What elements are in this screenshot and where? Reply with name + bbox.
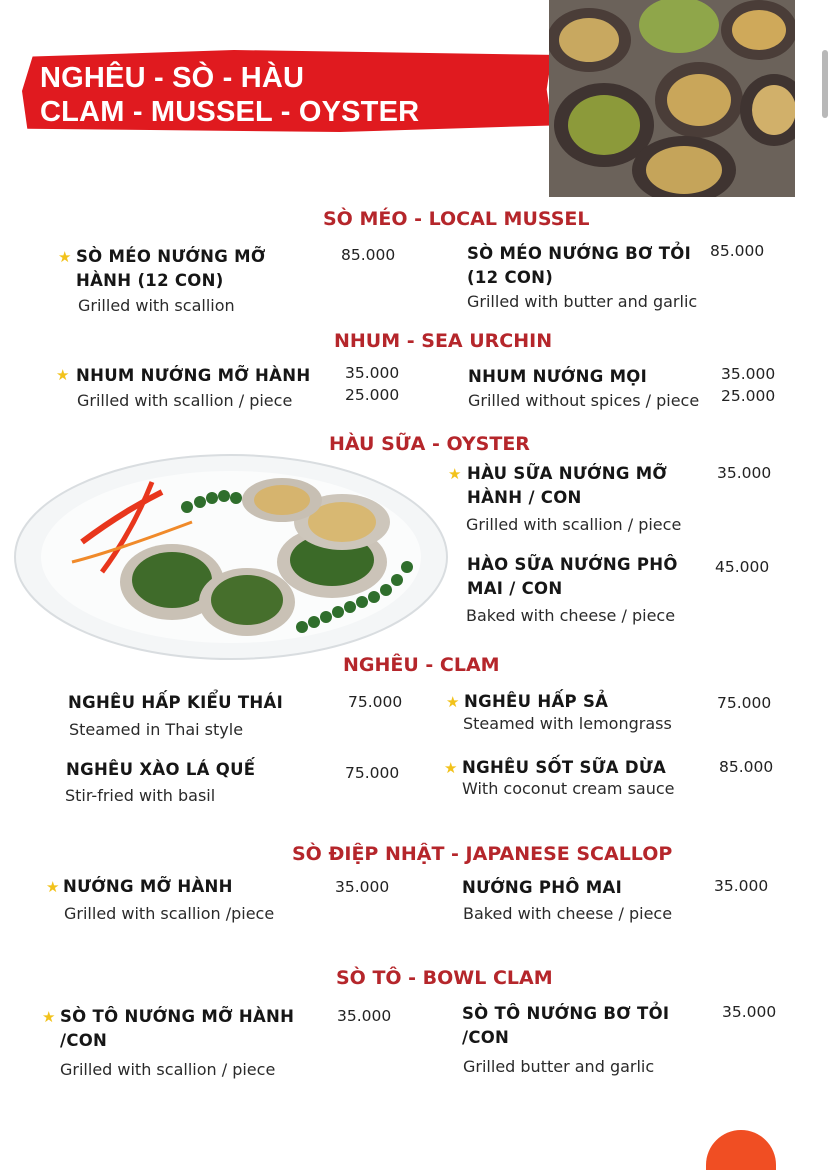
section-title-scallop: SÒ ĐIỆP NHẬT - JAPANESE SCALLOP: [292, 843, 673, 865]
item-price: 35.000: [345, 364, 400, 382]
item-price: 25.000: [721, 387, 776, 405]
star-icon: ★: [58, 248, 72, 266]
item-name: SÒ TÔ NƯỚNG BƠ TỎI /CON: [462, 1004, 670, 1047]
item-desc: Grilled with scallion / piece: [60, 1060, 276, 1079]
item-price: 75.000: [717, 694, 772, 712]
item-desc: Steamed with lemongrass: [463, 714, 672, 733]
item-price: 35.000: [714, 877, 769, 895]
item-name: NGHÊU HẤP KIỂU THÁI: [68, 693, 284, 712]
item-desc: Grilled with scallion / piece: [466, 515, 682, 534]
item-price: 85.000: [341, 246, 396, 264]
item-name: SÒ MÉO NƯỚNG BƠ TỎI (12 CON): [467, 244, 692, 287]
section-title-mussel: SÒ MÉO - LOCAL MUSSEL: [323, 208, 590, 230]
star-icon: ★: [56, 366, 70, 384]
item-name: NGHÊU SỐT SỮA DỪA: [462, 758, 667, 777]
section-title-oyster: HÀU SỮA - OYSTER: [329, 433, 530, 455]
item-name: NƯỚNG MỠ HÀNH: [63, 877, 233, 896]
item-price: 75.000: [345, 764, 400, 782]
oyster-plate-photo: [12, 452, 450, 662]
item-name: NHUM NƯỚNG MỌI: [468, 367, 648, 386]
section-title-urchin: NHUM - SEA URCHIN: [334, 330, 553, 352]
item-name: NGHÊU HẤP SẢ: [464, 692, 609, 711]
item-price: 75.000: [348, 693, 403, 711]
item-price: 85.000: [719, 758, 774, 776]
item-price: 35.000: [721, 365, 776, 383]
item-price: 35.000: [337, 1007, 392, 1025]
item-name: HÀO SỮA NƯỚNG PHÔ MAI / CON: [467, 555, 678, 598]
item-name: NHUM NƯỚNG MỠ HÀNH: [76, 366, 311, 385]
item-desc: Grilled butter and garlic: [463, 1057, 655, 1076]
item-name: SÒ TÔ NƯỚNG MỠ HÀNH /CON: [60, 1007, 295, 1050]
star-icon: ★: [46, 878, 60, 896]
item-desc: Baked with cheese / piece: [466, 606, 676, 625]
item-desc: Grilled without spices / piece: [468, 391, 700, 410]
item-desc: Grilled with scallion: [78, 296, 235, 315]
star-icon: ★: [42, 1008, 56, 1026]
item-price: 35.000: [717, 464, 772, 482]
item-desc: With coconut cream sauce: [462, 779, 675, 798]
item-name: NƯỚNG PHÔ MAI: [462, 878, 623, 897]
item-desc: Grilled with scallion /piece: [64, 904, 275, 923]
item-price: 35.000: [335, 878, 390, 896]
corner-decoration: [706, 1130, 776, 1170]
item-name: HÀU SỮA NƯỚNG MỠ HÀNH / CON: [467, 464, 668, 507]
item-price: 35.000: [722, 1003, 777, 1021]
item-desc: Steamed in Thai style: [69, 720, 244, 739]
item-desc: Stir-fried with basil: [65, 786, 216, 805]
section-title-bowlclam: SÒ TÔ - BOWL CLAM: [336, 967, 553, 989]
item-desc: Grilled with scallion / piece: [77, 391, 293, 410]
item-price: 85.000: [710, 242, 765, 260]
star-icon: ★: [444, 759, 458, 777]
shells-photo: [549, 0, 795, 197]
scrollbar-thumb[interactable]: [822, 50, 828, 118]
header-title-en: CLAM - MUSSEL - OYSTER: [40, 96, 420, 128]
item-name: SÒ MÉO NƯỚNG MỠ HÀNH (12 CON): [76, 247, 266, 290]
item-price: 25.000: [345, 386, 400, 404]
star-icon: ★: [446, 693, 460, 711]
section-title-clam: NGHÊU - CLAM: [343, 654, 500, 676]
item-desc: Grilled with butter and garlic: [467, 292, 698, 311]
item-name: NGHÊU XÀO LÁ QUẾ: [66, 760, 256, 779]
star-icon: ★: [448, 465, 462, 483]
header-title-vi: NGHÊU - SÒ - HÀU: [40, 62, 305, 94]
item-price: 45.000: [715, 558, 770, 576]
item-desc: Baked with cheese / piece: [463, 904, 673, 923]
